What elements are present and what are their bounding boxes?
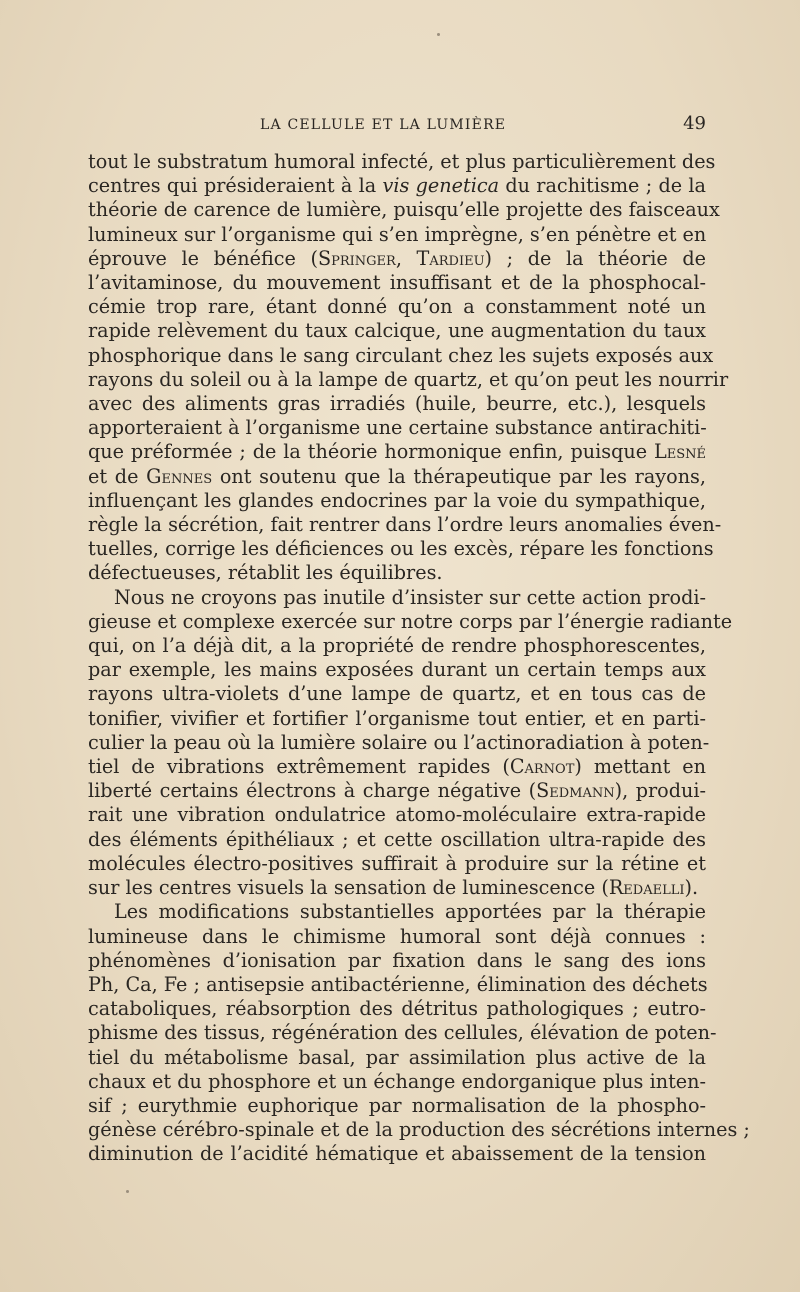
text-run: éprouve le bénéfice (: [88, 246, 318, 270]
text-line: [88, 367, 729, 392]
text-run: l’avitaminose, du mouvement insuffisant et de la phosphocal-: [88, 271, 706, 295]
text-run: Nous ne croyons pas inutile d’insister sur cette action prodi-: [114, 585, 706, 609]
text-line: [88, 150, 716, 174]
text-run: tiel du métabolisme basal, par assimilation plus active de la: [88, 1045, 706, 1069]
text-line: [88, 489, 706, 513]
author-name: Gennes: [146, 464, 213, 488]
text-run: centres qui présideraient à la: [88, 174, 383, 198]
text-line: [88, 900, 706, 924]
text-run: génèse cérébro-spinale et de la production des sécrétions internes ;: [88, 1118, 750, 1142]
text-line: [88, 609, 733, 634]
text-line: [88, 1094, 706, 1118]
running-title: LA CELLULE ET LA LUMIÈRE: [260, 117, 507, 133]
text-line: [88, 876, 706, 900]
text-run: molécules électro-positives suffirait à produire sur la rétine et: [88, 851, 706, 875]
paper-speck: [126, 1190, 129, 1193]
text-run: rayons ultra-violets d’une lampe de quartz, et en tous cas de: [88, 682, 706, 706]
text-run: culier la peau où la lumière solaire ou l’actinoradiation à poten-: [88, 730, 710, 754]
text-run: influençant les glandes endocrines par la voie du sympathique,: [88, 488, 706, 512]
text-run: ont soutenu que la thérapeutique par les rayons,: [212, 464, 706, 488]
text-run: tuelles, corrige les déficiences ou les excès, répare les fonctions: [88, 537, 714, 561]
text-line: [88, 295, 706, 319]
text-run: ) ; de la théorie de: [484, 246, 707, 270]
text-run: cémie trop rare, étant donné qu’on a constamment noté un: [88, 295, 706, 319]
paper-speck: [437, 33, 440, 36]
text-run: cataboliques, réabsorption des détritus pathologiques ; eutro-: [88, 997, 706, 1021]
text-line: [88, 319, 706, 343]
text-run: chaux et du phosphore et un échange endorganique plus inten-: [88, 1069, 706, 1093]
text-line: [88, 537, 714, 561]
body-text: [88, 150, 750, 1167]
text-line: [88, 416, 706, 440]
text-line: [88, 755, 706, 779]
text-run: ) mettant en: [574, 755, 706, 779]
author-name: Tardieu: [416, 246, 485, 270]
text-line: [88, 174, 706, 198]
italic-term: vis genetica: [382, 174, 500, 198]
text-line: [88, 1142, 706, 1166]
author-name: Carnot: [509, 755, 575, 779]
text-run: règle la sécrétion, fait rentrer dans l’ordre leurs anomalies éven-: [88, 513, 722, 537]
text-line: [88, 925, 706, 949]
text-run: Les modifications substantielles apportées par la thérapie: [114, 900, 706, 924]
text-line: [88, 223, 706, 247]
text-run: du rachitisme ; de la: [499, 174, 706, 198]
text-run: et de: [88, 464, 147, 488]
text-run: lumineux sur l’organisme qui s’en imprègne, s’en pénètre et en: [88, 222, 707, 246]
text-line: [88, 392, 706, 416]
text-run: ), produi-: [614, 779, 706, 803]
text-line: [88, 1021, 717, 1045]
text-line: [88, 658, 706, 682]
text-run: apporteraient à l’organisme une certaine substance antirachiti-: [88, 416, 707, 440]
text-line: [88, 440, 706, 464]
text-run: rait une vibration ondulatrice atomo-moléculaire extra-rapide: [88, 803, 706, 827]
text-line: [88, 513, 722, 537]
text-run: liberté certains électrons à charge négative (: [88, 779, 537, 803]
text-run: phosphorique dans le sang circulant chez les sujets exposés aux: [88, 343, 714, 367]
text-run: tout le substratum humoral infecté, et plus particulièrement des: [88, 150, 716, 173]
page-number: 49: [683, 113, 706, 134]
text-run: rayons du soleil ou à la lampe de quartz, et qu’on peut les nourrir: [88, 367, 729, 391]
text-line: [88, 586, 706, 610]
text-line: [88, 997, 706, 1021]
text-run: que préformée ; de la théorie hormonique enfin, puisque: [88, 440, 654, 464]
text-line: [88, 1070, 706, 1094]
text-line: [88, 1046, 706, 1070]
text-line: [88, 561, 706, 585]
text-run: rapide relèvement du taux calcique, une augmentation du taux: [88, 319, 706, 343]
text-run: tonifier, vivifier et fortifier l’organisme tout entier, et en parti-: [88, 706, 706, 730]
text-run: sif ; eurythmie euphorique par normalisation de la phospho-: [88, 1093, 706, 1117]
text-run: théorie de carence de lumière, puisqu’elle projette des faisceaux: [88, 198, 720, 222]
text-run: gieuse et complexe exercée sur notre corps par l’énergie radiante: [88, 609, 733, 633]
text-line: [88, 271, 706, 295]
text-line: [88, 730, 710, 755]
text-line: [88, 973, 706, 997]
text-run: phénomènes d’ionisation par fixation dans le sang des ions: [88, 948, 706, 972]
text-run: des éléments épithéliaux ; et cette oscillation ultra-rapide des: [88, 827, 706, 851]
text-line: [88, 828, 706, 852]
text-line: [88, 343, 714, 368]
author-name: Redaelli: [608, 876, 685, 900]
author-name: Lesné: [653, 440, 706, 464]
text-run: Ph, Ca, Fe ; antisepsie antibactérienne, élimination des déchets: [88, 972, 708, 996]
text-run: diminution de l’acidité hématique et abaissement de la tension: [88, 1142, 706, 1166]
text-line: [88, 634, 706, 658]
text-line: [88, 247, 706, 271]
text-run: ,: [395, 246, 417, 270]
author-name: Springer: [317, 246, 396, 270]
text-line: [88, 779, 706, 803]
page-header: [88, 113, 706, 139]
text-run: par exemple, les mains exposées durant un certain temps aux: [88, 658, 706, 682]
text-run: lumineuse dans le chimisme humoral sont déjà connues :: [88, 924, 706, 948]
text-run: tiel de vibrations extrêmement rapides (: [88, 755, 510, 779]
text-line: [88, 1118, 750, 1142]
text-line: [88, 198, 720, 222]
text-run: défectueuses, rétablit les équilibres.: [88, 561, 443, 585]
text-run: qui, on l’a déjà dit, a la propriété de rendre phosphorescentes,: [88, 634, 706, 658]
text-run: sur les centres visuels la sensation de luminescence (: [88, 876, 609, 900]
text-line: [88, 949, 706, 973]
text-line: [88, 682, 706, 706]
text-line: [88, 852, 706, 876]
text-run: phisme des tissus, régénération des cellules, élévation de poten-: [88, 1021, 717, 1045]
text-line: [88, 803, 706, 827]
text-run: avec des aliments gras irradiés (huile, beurre, etc.), lesquels: [88, 392, 706, 416]
text-line: [88, 465, 706, 489]
text-line: [88, 707, 706, 731]
author-name: Sedmann: [536, 779, 615, 803]
text-run: ).: [684, 876, 699, 900]
